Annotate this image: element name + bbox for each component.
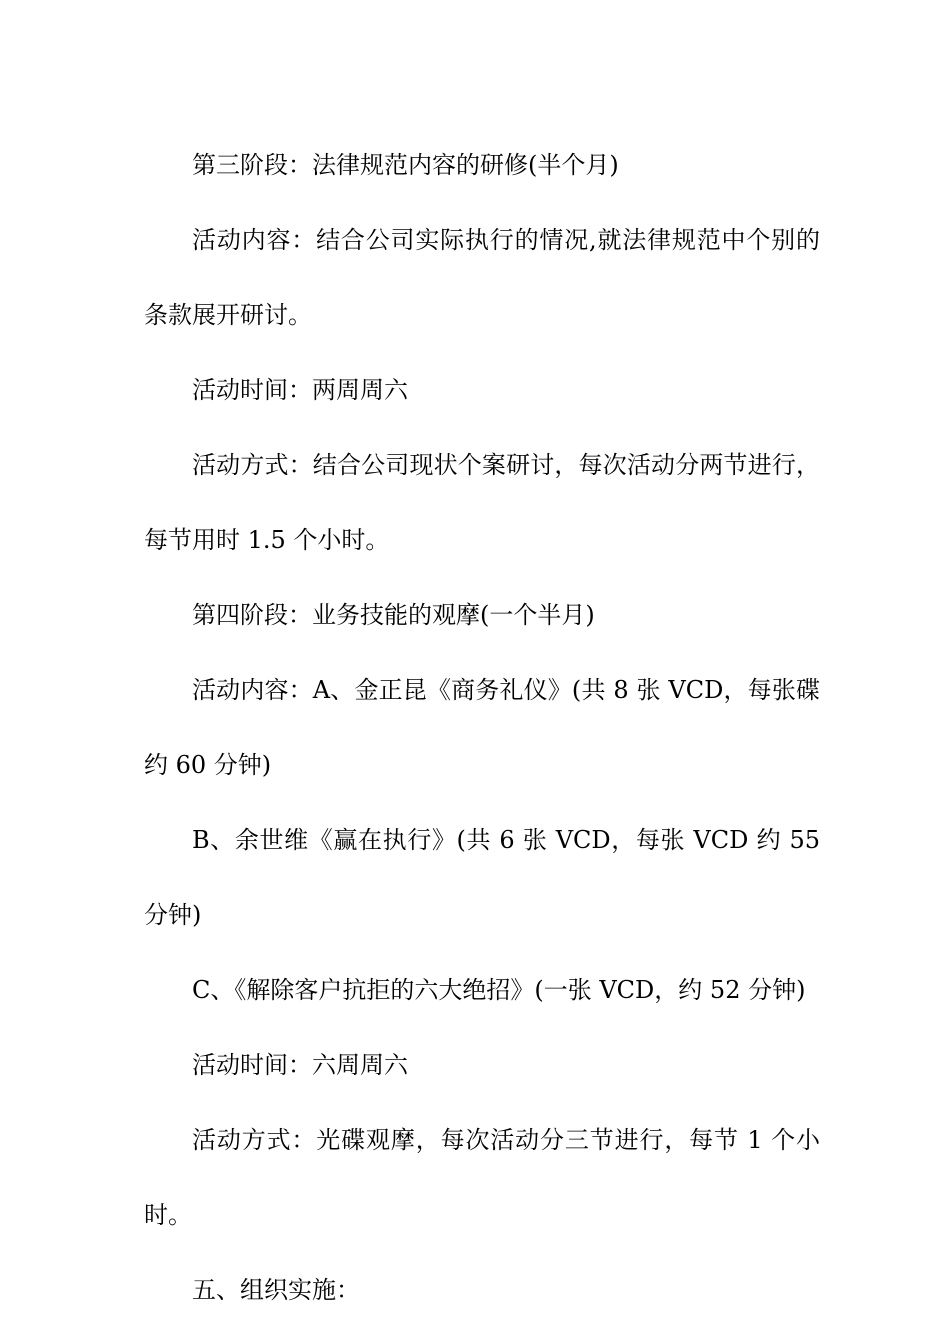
document-body — [144, 128, 820, 1328]
stage-three-activity-method: 活动方式：结合公司现状个案研讨，每次活动分两节进行，每节用时 1.5 个小时。 — [144, 451, 820, 554]
stage-four-heading: 第四阶段：业务技能的观摩(一个半月) — [192, 601, 595, 629]
stage-four-activity-content-c: C、《解除客户抗拒的六大绝招》(一张 VCD，约 52 分钟) — [192, 976, 806, 1004]
stage-four-activity-method: 活动方式：光碟观摩，每次活动分三节进行，每节 1 个小时。 — [144, 1126, 820, 1229]
stage-four-activity-content-a: 活动内容：A、金正昆《商务礼仪》(共 8 张 VCD，每张碟约 60 分钟) — [144, 676, 820, 779]
stage-three-activity-content: 活动内容：结合公司实际执行的情况,就法律规范中个别的条款展开研讨。 — [144, 226, 820, 329]
section-five-heading: 五、组织实施： — [192, 1276, 360, 1304]
stage-four-activity-time: 活动时间：六周周六 — [192, 1051, 408, 1079]
stage-four-activity-content-b: B、余世维《赢在执行》(共 6 张 VCD，每张 VCD 约 55 分钟) — [144, 826, 820, 929]
stage-three-heading: 第三阶段：法律规范内容的研修(半个月) — [192, 151, 619, 179]
stage-three-activity-time: 活动时间：两周周六 — [192, 376, 408, 404]
